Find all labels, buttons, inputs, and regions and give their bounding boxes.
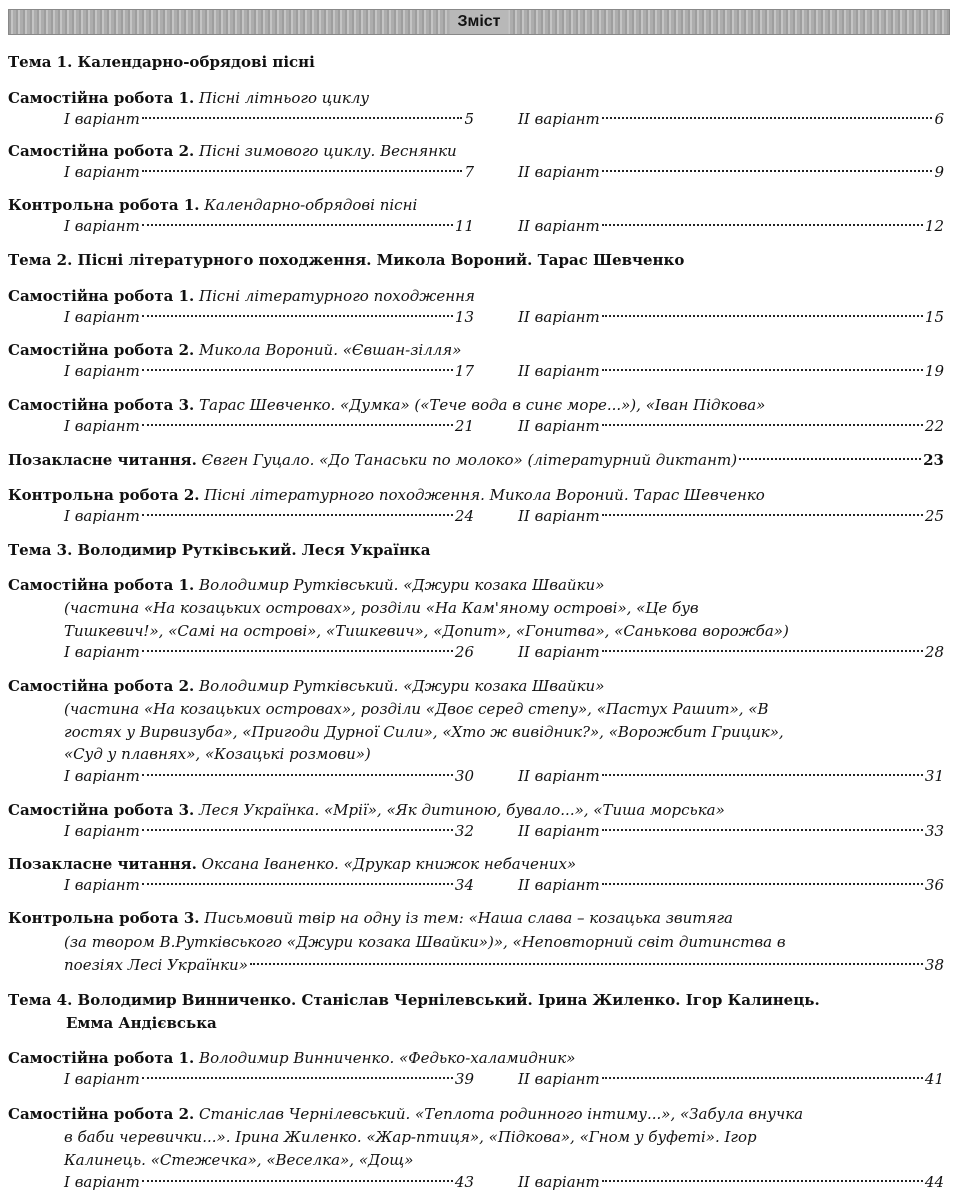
page-number: 21 <box>454 417 474 435</box>
page-number: 15 <box>924 308 944 326</box>
entry-type: Самостійна робота 3. <box>8 396 195 414</box>
variant-2-label: II варіант <box>518 417 600 435</box>
page-number: 41 <box>924 1070 944 1088</box>
entry-heading <box>8 573 604 597</box>
page-number: 6 <box>934 110 944 128</box>
page-number: 19 <box>924 362 944 380</box>
variant-row <box>64 873 944 897</box>
variant-1-label: I варіант <box>64 507 140 525</box>
entry-title: Тарас Шевченко. «Думка» («Тече вода в синє море...»), «Іван Підкова» <box>199 396 766 414</box>
variant-2-label: II варіант <box>518 507 600 525</box>
entry-type: Позакласне читання. <box>8 451 197 469</box>
entry-title: Володимир Рутківський. «Джури козака Швайки» <box>199 677 605 695</box>
entry-type: Самостійна робота 1. <box>8 1049 195 1067</box>
entry-title: Володимир Винниченко. «Федько-халамидник» <box>199 1049 576 1067</box>
variant-1-label: I варіант <box>64 822 140 840</box>
variant-1-label: I варіант <box>64 1070 140 1088</box>
page-number: 32 <box>454 822 474 840</box>
page-number: 22 <box>924 417 944 435</box>
entry-continuation: в баби черевички...». Ірина Жиленко. «Жар-птиця», «Підкова», «Гном у буфеті». Ігор <box>64 1128 757 1146</box>
variant-1-label: I варіант <box>64 163 140 181</box>
variant-2-label: II варіант <box>518 163 600 181</box>
entry-title: Леся Українка. «Мрії», «Як дитиною, бувало...», «Тиша морська» <box>199 801 725 819</box>
page-number: 43 <box>454 1173 474 1191</box>
entry-type: Самостійна робота 1. <box>8 89 195 107</box>
page-number: 12 <box>924 217 944 235</box>
variant-1-label: I варіант <box>64 308 140 326</box>
variant-row <box>64 504 944 528</box>
variant-row <box>64 640 944 664</box>
entry-type: Контрольна робота 3. <box>8 909 200 927</box>
variant-row <box>64 819 944 843</box>
page-number: 11 <box>454 217 474 235</box>
variant-1-label: I варіант <box>64 643 140 661</box>
page-number: 28 <box>924 643 944 661</box>
variant-1-label: I варіант <box>64 1173 140 1191</box>
page-number: 7 <box>464 163 474 181</box>
page-number: 24 <box>454 507 474 525</box>
entry-continuation: Тишкевич!», «Самі на острові», «Тишкевич», «Допит», «Гонитва», «Санькова ворожба») <box>64 622 789 640</box>
page-number: 5 <box>464 110 474 128</box>
entry-title: Євген Гуцало. «До Танаськи по молоко» (літературний диктант) <box>201 451 738 469</box>
entry-type: Самостійна робота 2. <box>8 1105 195 1123</box>
variant-1-label: I варіант <box>64 110 140 128</box>
theme-heading: Тема 1. Календарно-обрядові пісні <box>8 53 315 71</box>
page-number: 36 <box>924 876 944 894</box>
entry-title: Пісні зимового циклу. Веснянки <box>199 142 457 160</box>
entry-title: Пісні літературного походження. Микола Вороний. Тарас Шевченко <box>204 486 765 504</box>
entry-continuation-text: поезіях Лесі Українки» <box>64 956 248 974</box>
entry-continuation: гостях у Вирвизуба», «Пригоди Дурної Сили», «Хто ж вивідник?», «Ворожбит Грицик», <box>64 723 784 741</box>
entry-title: Пісні літературного походження <box>199 287 475 305</box>
variant-2-label: II варіант <box>518 217 600 235</box>
variant-row <box>64 107 944 131</box>
entry-type: Самостійна робота 2. <box>8 341 195 359</box>
entry-title: Письмовий твір на одну із тем: «Наша слава – козацька звитяга <box>204 909 733 927</box>
theme-heading: Тема 4. Володимир Винниченко. Станіслав Чернілевський. Ірина Жиленко. Ігор Калинець. <box>8 991 820 1009</box>
page-number: 17 <box>454 362 474 380</box>
entry-title: Микола Вороний. «Євшан-зілля» <box>199 341 462 359</box>
variant-row <box>64 305 944 329</box>
page-number: 13 <box>454 308 474 326</box>
entry-heading <box>8 674 604 698</box>
entry-type: Самостійна робота 3. <box>8 801 195 819</box>
variant-row <box>64 414 944 438</box>
page-number: 44 <box>924 1173 944 1191</box>
variant-2-label: II варіант <box>518 110 600 128</box>
theme-heading: Тема 2. Пісні літературного походження. Микола Вороний. Тарас Шевченко <box>8 251 685 269</box>
page-number: 33 <box>924 822 944 840</box>
entry-continuation <box>64 953 944 977</box>
entry-title: Станіслав Чернілевський. «Теплота родинного інтиму...», «Забула внучка <box>199 1105 804 1123</box>
page-number: 23 <box>923 451 944 469</box>
entry-title: Пісні літнього циклу <box>199 89 370 107</box>
page-number: 9 <box>934 163 944 181</box>
theme-heading: Тема 3. Володимир Рутківський. Леся Українка <box>8 541 431 559</box>
entry-heading <box>8 448 944 472</box>
variant-row <box>64 160 944 184</box>
variant-2-label: II варіант <box>518 767 600 785</box>
page-number: 39 <box>454 1070 474 1088</box>
entry-continuation: (частина «На козацьких островах», розділи «Двоє серед степу», «Пастух Рашит», «В <box>64 700 769 718</box>
page-number: 30 <box>454 767 474 785</box>
variant-1-label: I варіант <box>64 767 140 785</box>
variant-2-label: II варіант <box>518 362 600 380</box>
entry-type: Контрольна робота 2. <box>8 486 200 504</box>
variant-2-label: II варіант <box>518 1173 600 1191</box>
entry-title: Календарно-обрядові пісні <box>204 196 418 214</box>
variant-2-label: II варіант <box>518 1070 600 1088</box>
entry-continuation: (за твором В.Рутківського «Джури козака Швайки»)», «Неповторний світ дитинства в <box>64 933 786 951</box>
page-number: 34 <box>454 876 474 894</box>
entry-title: Володимир Рутківський. «Джури козака Швайки» <box>199 576 605 594</box>
entry-type: Контрольна робота 1. <box>8 196 200 214</box>
page-number: 38 <box>924 956 944 974</box>
entry-type: Самостійна робота 1. <box>8 287 195 305</box>
entry-type: Самостійна робота 2. <box>8 677 195 695</box>
variant-1-label: I варіант <box>64 217 140 235</box>
variant-2-label: II варіант <box>518 643 600 661</box>
variant-row <box>64 1170 944 1194</box>
variant-row <box>64 1067 944 1091</box>
entry-continuation: (частина «На козацьких островах», розділи «На Кам'яному острові», «Це був <box>64 599 699 617</box>
entry-type: Самостійна робота 1. <box>8 576 195 594</box>
entry-type: Самостійна робота 2. <box>8 142 195 160</box>
entry-continuation: «Суд у плавнях», «Козацькі розмови») <box>64 745 371 763</box>
entry-heading <box>8 906 733 930</box>
page-title: Зміст <box>449 10 508 34</box>
page-number: 31 <box>924 767 944 785</box>
entry-heading <box>8 1102 803 1126</box>
variant-row <box>64 359 944 383</box>
variant-row <box>64 214 944 238</box>
variant-row <box>64 764 944 788</box>
variant-2-label: II варіант <box>518 308 600 326</box>
page-number: 25 <box>924 507 944 525</box>
header-bar <box>8 9 950 35</box>
variant-2-label: II варіант <box>518 822 600 840</box>
variant-2-label: II варіант <box>518 876 600 894</box>
variant-1-label: I варіант <box>64 417 140 435</box>
page-number: 26 <box>454 643 474 661</box>
variant-1-label: I варіант <box>64 876 140 894</box>
variant-1-label: I варіант <box>64 362 140 380</box>
entry-continuation: Калинець. «Стежечка», «Веселка», «Дощ» <box>64 1151 414 1169</box>
entry-title: Оксана Іваненко. «Друкар книжок небачених» <box>201 855 577 873</box>
entry-type: Позакласне читання. <box>8 855 197 873</box>
theme-heading-continuation: Емма Андієвська <box>66 1014 217 1032</box>
